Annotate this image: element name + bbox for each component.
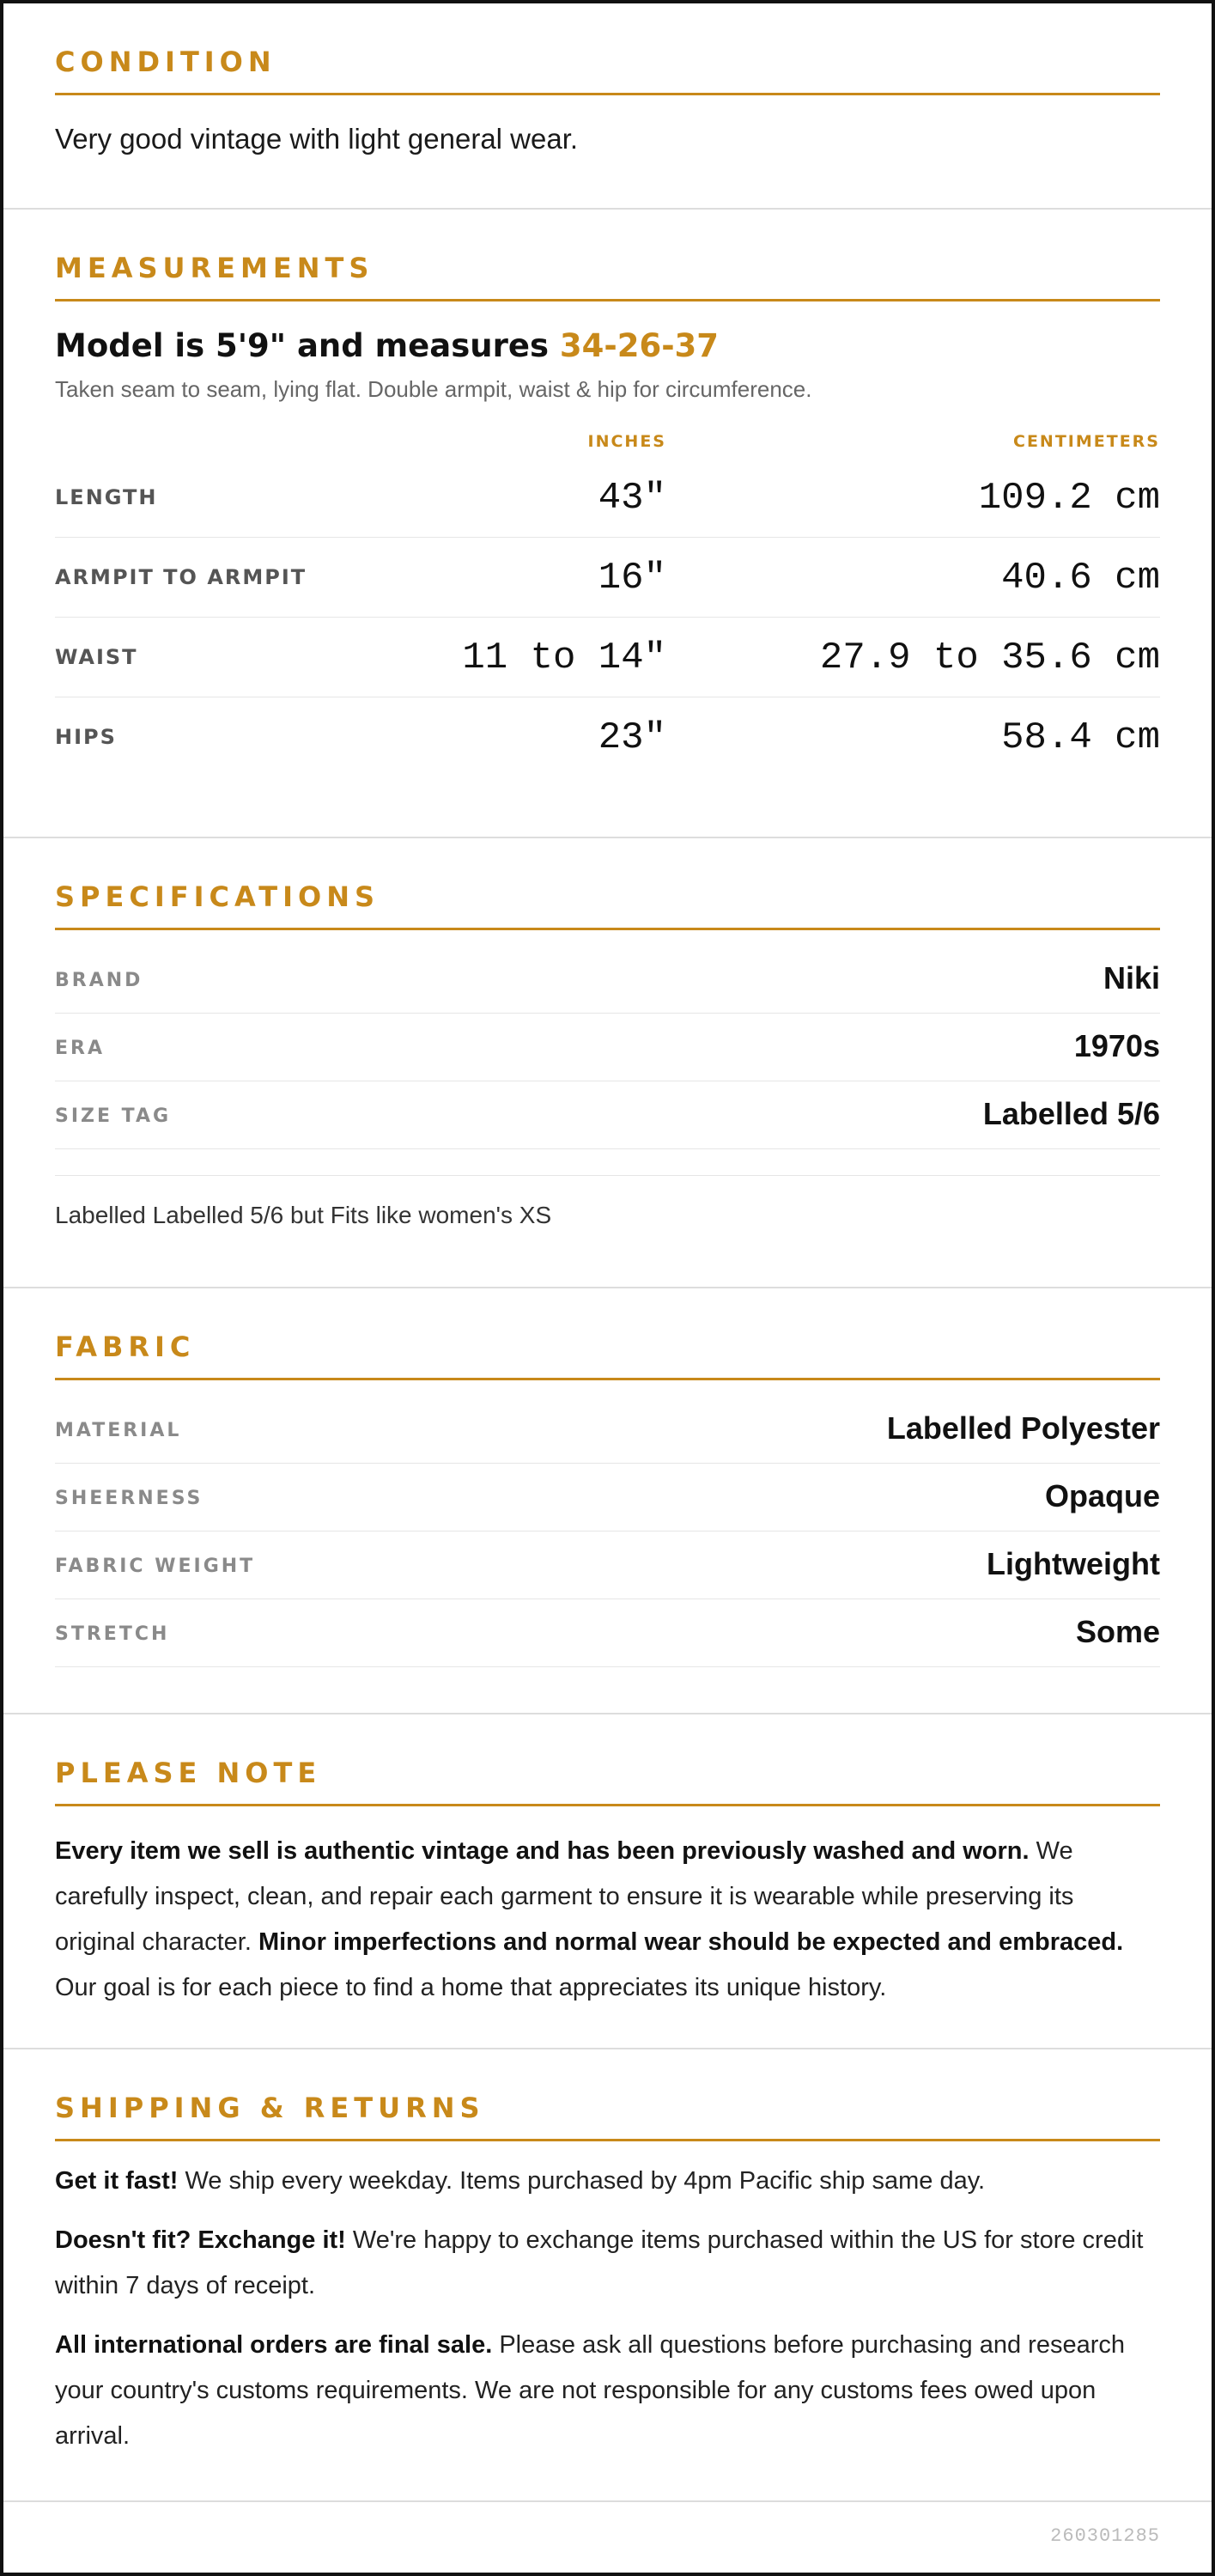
fabric-value: Some [1075, 1614, 1160, 1649]
fabric-title: FABRIC [55, 1330, 1160, 1380]
please-note-section [3, 1714, 1212, 2049]
model-measure-highlight: 34-26-37 [559, 327, 720, 364]
specifications-section [3, 838, 1212, 1288]
shipping-detail: We're happy to exchange items purchased within the US for store credit within 7 days of receipt. [55, 2226, 1144, 2299]
spec-row-era [55, 1014, 1160, 1081]
measurement-row-armpit [55, 538, 1160, 618]
note-bold-1: Every item we sell is authentic vintage and has been previously washed and worn. [55, 1837, 1030, 1865]
shipping-detail: Please ask all questions before purchasing and research your country's customs requirements. We are not responsible for any customs fees owed upon arrival. [55, 2331, 1126, 2450]
please-note-title: PLEASE NOTE [55, 1756, 1160, 1806]
inches-header: INCHES [587, 432, 666, 451]
size-fit-note: Labelled Labelled 5/6 but Fits like women's XS [55, 1175, 1160, 1229]
measurement-label: ARMPIT TO ARMPIT [55, 565, 307, 589]
spec-value: 1970s [1073, 1028, 1160, 1063]
measurements-section [3, 210, 1212, 838]
measurement-inches: 43" [598, 477, 666, 520]
please-note-text [55, 1829, 1160, 2011]
spec-value: Niki [1103, 960, 1160, 996]
shipping-section [3, 2049, 1212, 2508]
fabric-list [55, 1396, 1160, 1667]
spec-row-brand [55, 946, 1160, 1014]
item-code: 260301285 [1050, 2525, 1160, 2547]
shipping-detail: We ship every weekday. Items purchased by 4pm Pacific ship same day. [178, 2167, 986, 2195]
fabric-label: STRETCH [55, 1623, 170, 1645]
shipping-bold: Get it fast! [55, 2167, 179, 2195]
fabric-section [3, 1288, 1212, 1714]
shipping-text [55, 2159, 1160, 2459]
spec-list [55, 946, 1160, 1149]
fabric-value: Opaque [1044, 1478, 1160, 1513]
measurements-title: MEASUREMENTS [55, 251, 1160, 301]
condition-section [3, 3, 1212, 210]
spec-value: Labelled 5/6 [982, 1096, 1160, 1131]
footer-divider [3, 2500, 1212, 2502]
fabric-row-weight [55, 1532, 1160, 1599]
measurement-label: HIPS [55, 725, 117, 749]
measurement-cm: 27.9 to 35.6 cm [819, 636, 1160, 679]
measurement-inches: 16" [598, 557, 666, 600]
measurement-row-waist [55, 618, 1160, 697]
spec-label: BRAND [55, 970, 143, 991]
measurement-note: Taken seam to seam, lying flat. Double armpit, waist & hip for circumference. [55, 376, 812, 402]
shipping-paragraph-international [55, 2323, 1160, 2459]
fabric-label: FABRIC WEIGHT [55, 1556, 256, 1577]
measurement-cm: 109.2 cm [978, 477, 1160, 520]
measurement-label: WAIST [55, 645, 138, 669]
note-text-2: Our goal is for each piece to find a home that appreciates its unique history. [55, 1974, 887, 2001]
spec-label: SIZE TAG [55, 1105, 172, 1127]
measurement-cm: 58.4 cm [1001, 716, 1160, 759]
fabric-label: SHEERNESS [55, 1488, 204, 1509]
model-prefix: Model is 5'9" and measures [55, 327, 560, 364]
specifications-title: SPECIFICATIONS [55, 880, 1160, 930]
model-measurements [55, 326, 1160, 367]
centimeters-header: CENTIMETERS [1013, 432, 1160, 451]
condition-title: CONDITION [55, 45, 1160, 95]
measurement-cm: 40.6 cm [1001, 557, 1160, 600]
measurement-row-hips [55, 697, 1160, 776]
spec-label: ERA [55, 1038, 105, 1059]
fabric-row-material [55, 1396, 1160, 1464]
spec-row-size-tag [55, 1081, 1160, 1149]
measurement-row-length [55, 458, 1160, 538]
shipping-bold: Doesn't fit? Exchange it! [55, 2226, 346, 2254]
shipping-paragraph-exchange [55, 2218, 1160, 2309]
shipping-title: SHIPPING & RETURNS [55, 2091, 1160, 2141]
note-text-1: We carefully inspect, clean, and repair each garment to ensure it is wearable while preserving its original character. [55, 1837, 1074, 1956]
fabric-row-sheerness [55, 1464, 1160, 1532]
measurement-label: LENGTH [55, 485, 158, 509]
shipping-paragraph-fast [55, 2159, 1160, 2204]
shipping-bold: All international orders are final sale. [55, 2331, 493, 2359]
condition-text: Very good vintage with light general wear. [55, 123, 579, 155]
measurement-column-headers [55, 432, 1160, 458]
fabric-label: MATERIAL [55, 1420, 182, 1441]
measurement-inches: 11 to 14" [462, 636, 666, 679]
measurement-inches: 23" [598, 716, 666, 759]
fabric-row-stretch [55, 1599, 1160, 1667]
fabric-value: Labelled Polyester [886, 1410, 1160, 1446]
fabric-value: Lightweight [987, 1546, 1160, 1581]
note-bold-2: Minor imperfections and normal wear should be expected and embraced. [258, 1928, 1124, 1956]
